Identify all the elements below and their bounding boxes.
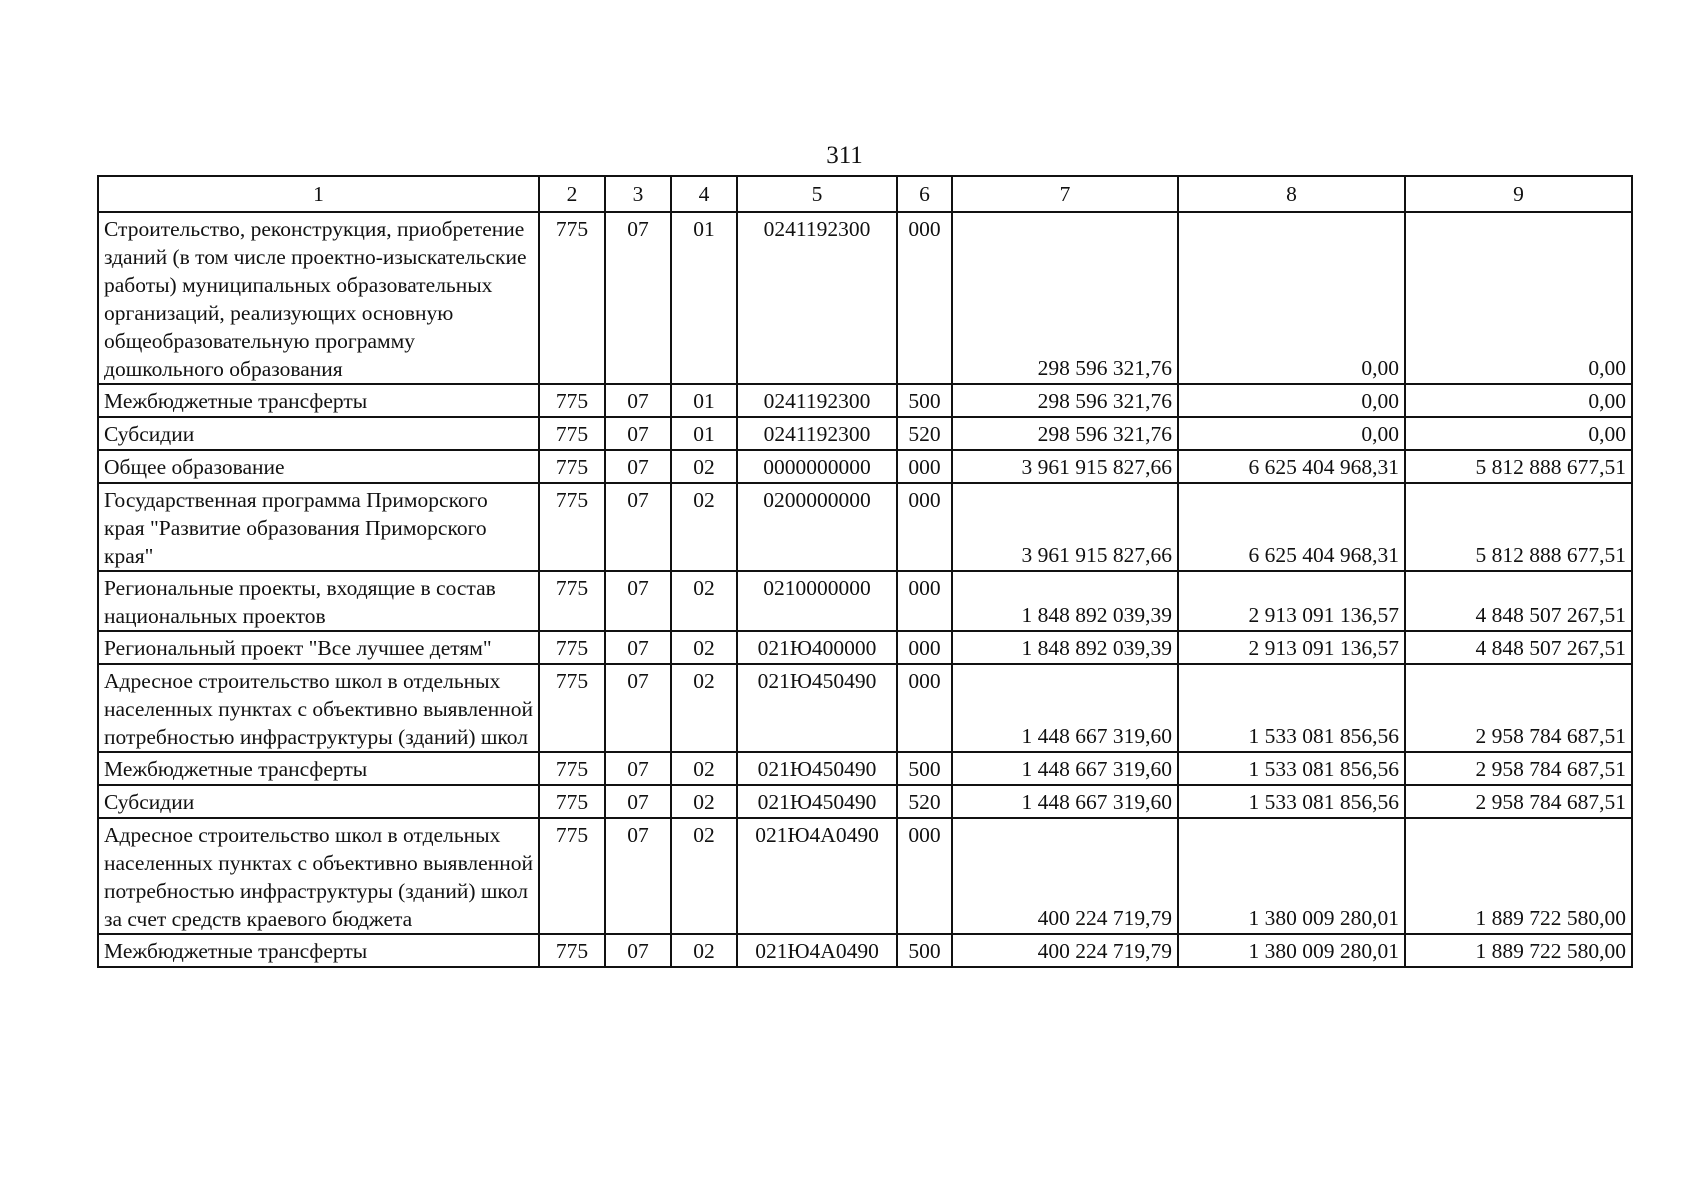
row-name: Межбюджетные трансферты — [98, 384, 539, 417]
row-expense-type-code: 500 — [897, 934, 952, 967]
row-expense-type-code: 000 — [897, 664, 952, 752]
page-number: 311 — [826, 142, 863, 169]
row-ministry-code: 775 — [539, 212, 605, 384]
column-header-9: 9 — [1405, 176, 1632, 212]
table-row — [98, 483, 1632, 571]
row-target-code: 021Ю450490 — [737, 752, 897, 785]
row-section-code: 07 — [605, 785, 671, 818]
row-subsection-code: 01 — [671, 417, 737, 450]
column-header-3: 3 — [605, 176, 671, 212]
row-section-code: 07 — [605, 752, 671, 785]
row-amount-col8: 6 625 404 968,31 — [1178, 450, 1405, 483]
row-amount-col8: 2 913 091 136,57 — [1178, 631, 1405, 664]
row-expense-type-code: 000 — [897, 818, 952, 934]
row-name: Субсидии — [98, 785, 539, 818]
row-amount-col7: 1 448 667 319,60 — [952, 785, 1178, 818]
column-header-2: 2 — [539, 176, 605, 212]
row-amount-col7: 298 596 321,76 — [952, 417, 1178, 450]
row-subsection-code: 02 — [671, 450, 737, 483]
row-amount-col9: 0,00 — [1405, 384, 1632, 417]
row-name: Государственная программа Приморского края "Развитие образования Приморского края" — [98, 483, 539, 571]
table-row — [98, 212, 1632, 384]
row-ministry-code: 775 — [539, 785, 605, 818]
row-amount-col9: 2 958 784 687,51 — [1405, 664, 1632, 752]
row-amount-col7: 3 961 915 827,66 — [952, 483, 1178, 571]
row-ministry-code: 775 — [539, 483, 605, 571]
table-row — [98, 571, 1632, 631]
row-amount-col8: 1 380 009 280,01 — [1178, 818, 1405, 934]
row-amount-col9: 1 889 722 580,00 — [1405, 818, 1632, 934]
row-expense-type-code: 520 — [897, 785, 952, 818]
row-expense-type-code: 000 — [897, 483, 952, 571]
row-amount-col7: 1 448 667 319,60 — [952, 664, 1178, 752]
row-ministry-code: 775 — [539, 664, 605, 752]
row-section-code: 07 — [605, 417, 671, 450]
row-ministry-code: 775 — [539, 818, 605, 934]
table-row — [98, 664, 1632, 752]
row-name: Региональный проект "Все лучшее детям" — [98, 631, 539, 664]
row-target-code: 021Ю400000 — [737, 631, 897, 664]
column-header-5: 5 — [737, 176, 897, 212]
row-target-code: 021Ю4А0490 — [737, 818, 897, 934]
row-subsection-code: 02 — [671, 664, 737, 752]
row-name: Общее образование — [98, 450, 539, 483]
row-section-code: 07 — [605, 934, 671, 967]
row-name: Межбюджетные трансферты — [98, 934, 539, 967]
row-name: Адресное строительство школ в отдельных населенных пунктах с объективно выявленной потребностью инфраструктуры (зданий) школ — [98, 664, 539, 752]
row-section-code: 07 — [605, 483, 671, 571]
row-ministry-code: 775 — [539, 384, 605, 417]
row-amount-col7: 3 961 915 827,66 — [952, 450, 1178, 483]
row-amount-col7: 400 224 719,79 — [952, 818, 1178, 934]
row-amount-col7: 298 596 321,76 — [952, 212, 1178, 384]
row-target-code: 0000000000 — [737, 450, 897, 483]
row-amount-col8: 6 625 404 968,31 — [1178, 483, 1405, 571]
row-expense-type-code: 000 — [897, 212, 952, 384]
table-row — [98, 631, 1632, 664]
row-amount-col9: 2 958 784 687,51 — [1405, 752, 1632, 785]
row-amount-col7: 400 224 719,79 — [952, 934, 1178, 967]
row-target-code: 0200000000 — [737, 483, 897, 571]
row-amount-col8: 2 913 091 136,57 — [1178, 571, 1405, 631]
row-amount-col9: 1 889 722 580,00 — [1405, 934, 1632, 967]
row-expense-type-code: 000 — [897, 631, 952, 664]
row-amount-col8: 1 533 081 856,56 — [1178, 785, 1405, 818]
table-row — [98, 417, 1632, 450]
row-section-code: 07 — [605, 631, 671, 664]
row-amount-col7: 298 596 321,76 — [952, 384, 1178, 417]
row-target-code: 0241192300 — [737, 417, 897, 450]
table-row — [98, 818, 1632, 934]
row-target-code: 021Ю450490 — [737, 785, 897, 818]
row-subsection-code: 02 — [671, 818, 737, 934]
budget-table — [97, 175, 1633, 968]
row-amount-col9: 2 958 784 687,51 — [1405, 785, 1632, 818]
row-amount-col8: 1 380 009 280,01 — [1178, 934, 1405, 967]
row-amount-col8: 1 533 081 856,56 — [1178, 752, 1405, 785]
row-target-code: 021Ю450490 — [737, 664, 897, 752]
row-subsection-code: 02 — [671, 483, 737, 571]
row-subsection-code: 02 — [671, 571, 737, 631]
table-row — [98, 752, 1632, 785]
column-header-1: 1 — [98, 176, 539, 212]
row-ministry-code: 775 — [539, 752, 605, 785]
row-ministry-code: 775 — [539, 934, 605, 967]
row-amount-col8: 1 533 081 856,56 — [1178, 664, 1405, 752]
row-subsection-code: 02 — [671, 631, 737, 664]
row-target-code: 0241192300 — [737, 384, 897, 417]
row-amount-col9: 4 848 507 267,51 — [1405, 631, 1632, 664]
row-amount-col9: 5 812 888 677,51 — [1405, 450, 1632, 483]
column-header-4: 4 — [671, 176, 737, 212]
row-amount-col9: 4 848 507 267,51 — [1405, 571, 1632, 631]
row-ministry-code: 775 — [539, 631, 605, 664]
row-section-code: 07 — [605, 571, 671, 631]
row-expense-type-code: 000 — [897, 450, 952, 483]
row-subsection-code: 02 — [671, 785, 737, 818]
row-section-code: 07 — [605, 664, 671, 752]
row-target-code: 0241192300 — [737, 212, 897, 384]
row-subsection-code: 02 — [671, 934, 737, 967]
row-target-code: 021Ю4А0490 — [737, 934, 897, 967]
row-expense-type-code: 500 — [897, 752, 952, 785]
row-amount-col8: 0,00 — [1178, 384, 1405, 417]
row-subsection-code: 01 — [671, 384, 737, 417]
row-subsection-code: 02 — [671, 752, 737, 785]
row-target-code: 0210000000 — [737, 571, 897, 631]
row-expense-type-code: 000 — [897, 571, 952, 631]
table-row — [98, 785, 1632, 818]
row-name: Субсидии — [98, 417, 539, 450]
row-name: Строительство, реконструкция, приобретение зданий (в том числе проектно-изыскательские работы) муниципальных образовательных организаций, реализующих основную общеобразовательную программу дошкольного образования — [98, 212, 539, 384]
row-amount-col9: 0,00 — [1405, 417, 1632, 450]
column-header-7: 7 — [952, 176, 1178, 212]
row-ministry-code: 775 — [539, 571, 605, 631]
row-section-code: 07 — [605, 450, 671, 483]
row-amount-col7: 1 848 892 039,39 — [952, 631, 1178, 664]
row-subsection-code: 01 — [671, 212, 737, 384]
row-section-code: 07 — [605, 212, 671, 384]
row-name: Региональные проекты, входящие в состав национальных проектов — [98, 571, 539, 631]
row-ministry-code: 775 — [539, 450, 605, 483]
row-name: Межбюджетные трансферты — [98, 752, 539, 785]
row-amount-col9: 0,00 — [1405, 212, 1632, 384]
row-name: Адресное строительство школ в отдельных населенных пунктах с объективно выявленной потребностью инфраструктуры (зданий) школ за счет средств краевого бюджета — [98, 818, 539, 934]
table-row — [98, 384, 1632, 417]
row-amount-col7: 1 448 667 319,60 — [952, 752, 1178, 785]
row-expense-type-code: 520 — [897, 417, 952, 450]
row-ministry-code: 775 — [539, 417, 605, 450]
column-header-8: 8 — [1178, 176, 1405, 212]
column-header-6: 6 — [897, 176, 952, 212]
row-section-code: 07 — [605, 818, 671, 934]
row-amount-col7: 1 848 892 039,39 — [952, 571, 1178, 631]
row-expense-type-code: 500 — [897, 384, 952, 417]
table-row — [98, 934, 1632, 967]
row-amount-col8: 0,00 — [1178, 212, 1405, 384]
row-amount-col9: 5 812 888 677,51 — [1405, 483, 1632, 571]
table-row — [98, 450, 1632, 483]
column-number-row — [98, 176, 1632, 212]
row-section-code: 07 — [605, 384, 671, 417]
row-amount-col8: 0,00 — [1178, 417, 1405, 450]
